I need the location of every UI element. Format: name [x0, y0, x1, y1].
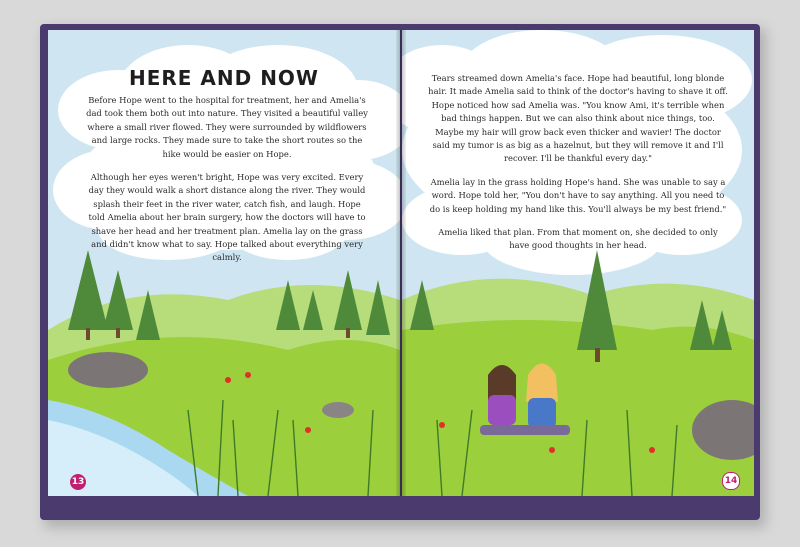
paragraph: Amelia lay in the grass holding Hope's hand. She was unable to say a word. Hope told her, "You don't have to say anything. All you need to do is keep holding my hand like this. You'll always be my best friend." — [429, 176, 727, 214]
paragraph: Amelia liked that plan. From that moment on, she decided to only have good thoughts in her head. — [438, 227, 718, 251]
left-page-text — [86, 94, 368, 265]
left-page — [48, 30, 400, 496]
page-number-right: 14 — [722, 472, 740, 490]
paragraph: Tears streamed down Amelia's face. Hope had beautiful, long blonde hair. It made Amelia said to think of the doctor's having to shave it off. Hope noticed how sad Amelia was. "You know Ami, it's terrible when bad things happen. But we can also think about nice things, too. Maybe my hair will grow back even thicker and wavier! The doctor said my tumor is as big as a hazelnut, but they will remove it and I'll recover. I'll be thankful every day." — [428, 73, 728, 164]
page-number-left: 13 — [70, 474, 86, 490]
right-page-text — [428, 72, 728, 253]
chapter-title: HERE AND NOW — [128, 66, 319, 90]
right-page — [402, 30, 754, 496]
paragraph: Although her eyes weren't bright, Hope was very excited. Every day they would walk a short distance along the river. They would splash their feet in the river water, catch fish, and laugh. Hope told Amelia about her brain surgery, how the doctors will have to shave her head and her treatment plan. Amelia lay on the grass and didn't know what to say. Hope talked about everything very calmly. — [88, 172, 366, 263]
paragraph: Before Hope went to the hospital for treatment, her and Amelia's dad took them both out into nature. They visited a beautiful valley where a small river flowed. They were surrounded by wildflowers and large rocks. They made sure to take the short routes so the hike would be easier on Hope. — [86, 95, 368, 159]
book-gutter — [396, 30, 406, 496]
